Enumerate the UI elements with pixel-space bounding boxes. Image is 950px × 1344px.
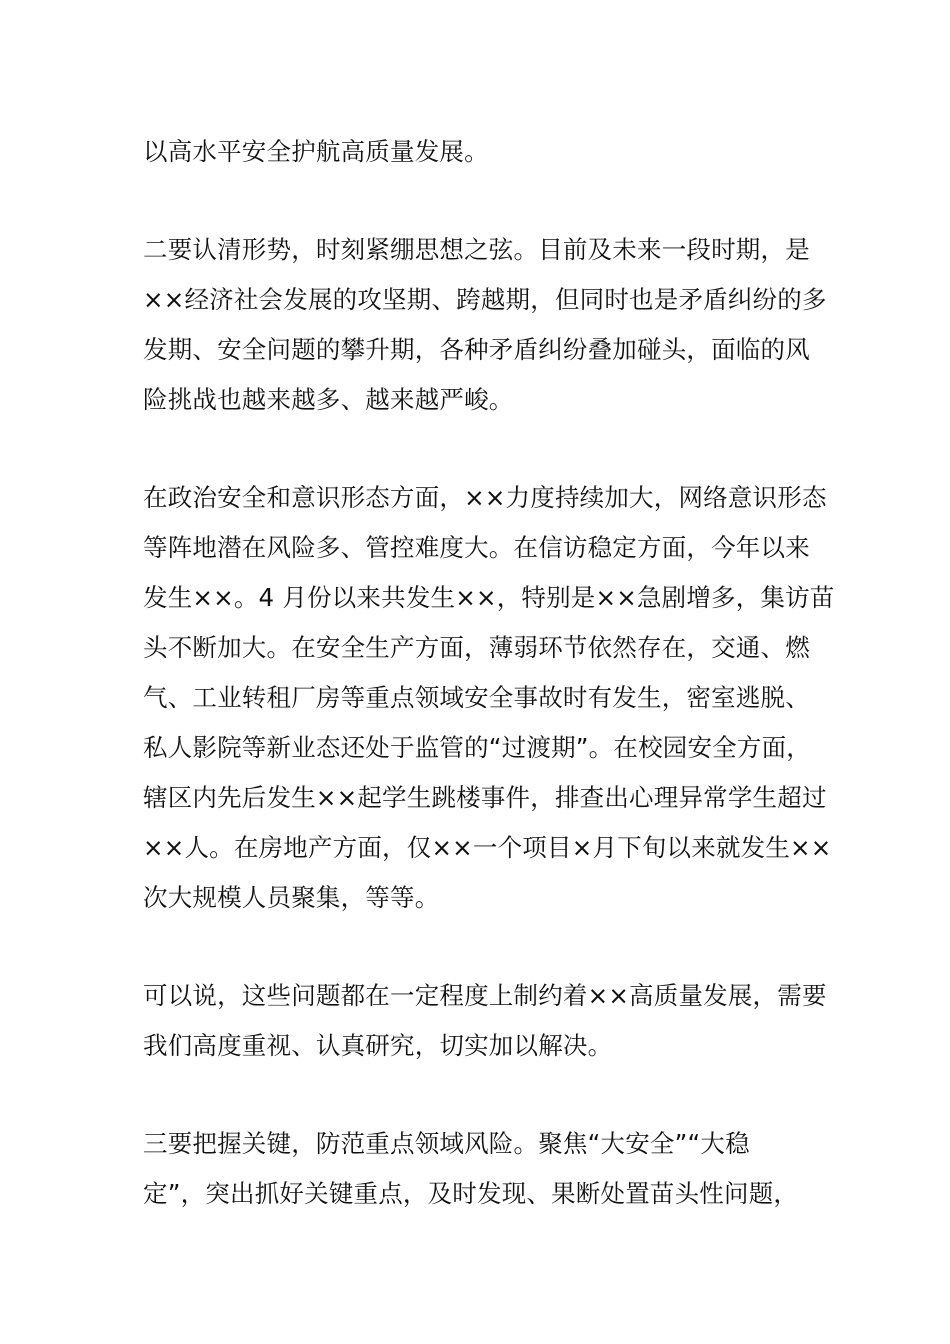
- text-line: ××经济社会发展的攻坚期、跨越期，但同时也是矛盾纠纷的多: [143, 285, 827, 314]
- text-line: 定”，突出抓好关键重点，及时发现、果断处置苗头性问题，: [143, 1179, 799, 1208]
- text-line: 二要认清形势，时刻紧绷思想之弦。目前及未来一段时期，是: [143, 235, 810, 264]
- text-line: 私人影院等新业态还处于监管的“过渡期”。在校园安全方面，: [143, 733, 811, 762]
- text-line: ××人。在房地产方面，仅××一个项目×月下旬以来就发生××: [143, 833, 832, 862]
- text-line: 以高水平安全护航高质量发展。: [143, 137, 489, 166]
- text-line: 在政治安全和意识形态方面，××力度持续加大，网络意识形态: [143, 483, 827, 512]
- text-line: 三要把握关键，防范重点领域风险。聚焦“大安全”“大稳: [143, 1129, 750, 1158]
- text-line: 发期、安全问题的攀升期，各种矛盾纠纷叠加碰头，面临的风: [143, 335, 810, 364]
- text-line: 可以说，这些问题都在一定程度上制约着××高质量发展，需要: [143, 981, 827, 1010]
- text-line: 等阵地潜在风险多、管控难度大。在信访稳定方面，今年以来: [143, 533, 810, 562]
- text-line: 险挑战也越来越多、越来越严峻。: [143, 385, 514, 414]
- text-line: 头不断加大。在安全生产方面，薄弱环节依然存在，交通、燃: [143, 633, 810, 662]
- text-line: 我们高度重视、认真研究，切实加以解决。: [143, 1031, 613, 1060]
- text-line: 次大规模人员聚集，等等。: [143, 883, 440, 912]
- text-line: 辖区内先后发生××起学生跳楼事件，排查出心理异常学生超过: [143, 783, 827, 812]
- text-line: 发生××。4 月份以来共发生××，特别是××急剧增多，集访苗: [143, 583, 835, 612]
- text-line: 气、工业转租厂房等重点领域安全事故时有发生，密室逃脱、: [143, 683, 810, 712]
